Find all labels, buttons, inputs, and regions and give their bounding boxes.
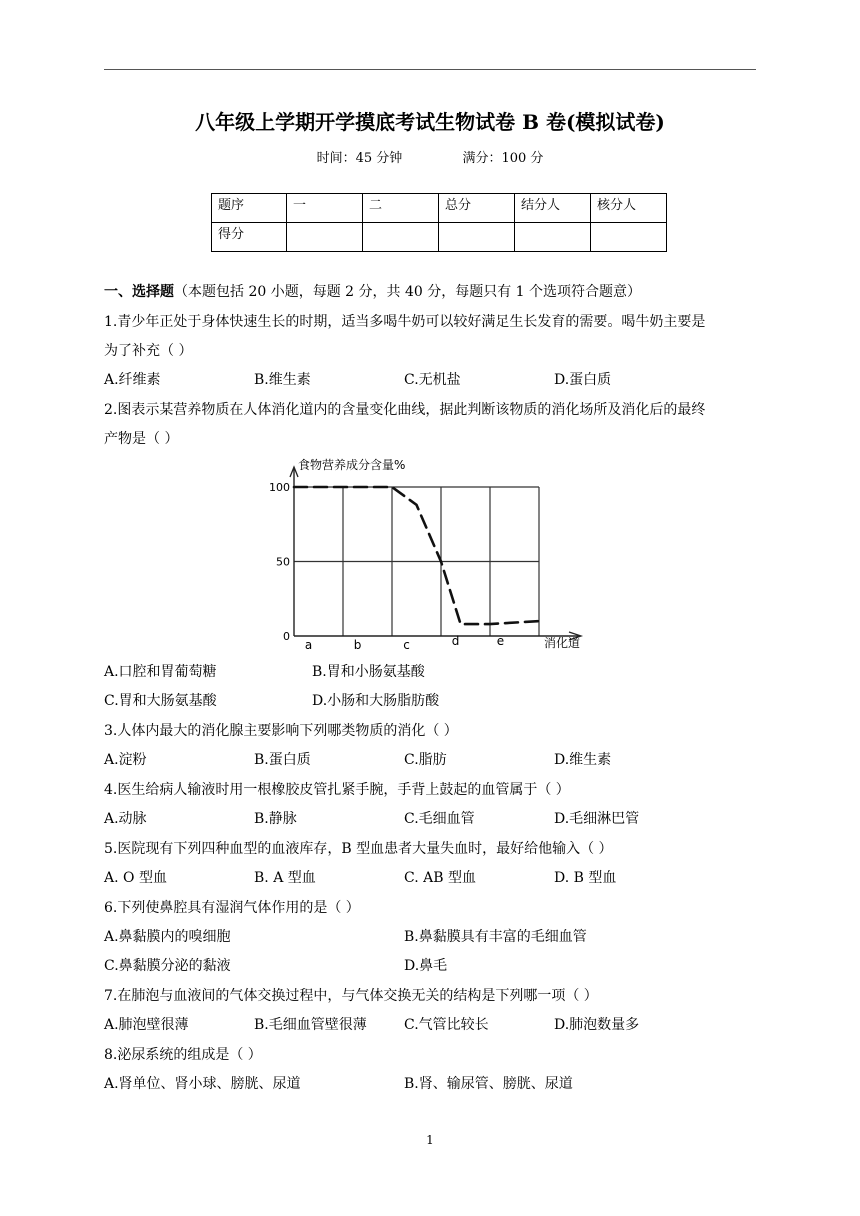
question-4-option-a: A.动脉 [104,811,147,827]
exam-full-score: 满分：100 分 [462,151,544,166]
chart-y-tick-label: 50 [276,555,290,569]
question-3-stem: 3.人体内最大的消化腺主要影响下列哪类物质的消化（ ） [104,723,458,739]
question-2-option-a: A.口腔和胃葡萄糖 [104,664,217,680]
chart-x-axis-label: 消化道 [544,636,581,650]
question-5-option-c: C. AB 型血 [404,870,476,886]
question-5-option-d: D. B 型血 [554,870,617,886]
question-5-option-a: A. O 型血 [104,870,167,886]
question-3-option-d: D.维生素 [554,752,612,768]
chart-title: 食物营养成分含量% [298,458,406,472]
score-input-cell [363,223,439,252]
chart-x-tick-label: e [496,634,505,648]
chart-y-tick-label: 100 [269,481,290,494]
section-heading [104,283,641,301]
question-5-stem: 5.医院现有下列四种血型的血液库存，B 型血患者大量失血时，最好给他输入（ ） [104,841,613,857]
score-table-header-row [212,194,667,223]
question-2-option-d: D.小肠和大肠脂肪酸 [312,693,440,709]
score-cell: 结分人 [515,194,591,223]
question-8-stem: 8.泌尿系统的组成是（ ） [104,1047,262,1063]
question-8-option-a: A.肾单位、肾小球、膀胱、尿道 [104,1076,301,1092]
section-title: 一、选择题 [104,284,174,300]
question-7-option-a: A.肺泡壁很薄 [104,1017,189,1033]
exam-time: 时间：45 分钟 [316,151,403,166]
question-3-option-c: C.脂肪 [404,752,447,768]
question-2-option-c: C.胃和大肠氨基酸 [104,693,217,709]
score-table [211,193,667,252]
chart-category-labels [305,634,504,652]
question-2-stem-cont: 产物是（ ） [104,431,179,447]
score-cell: 核分人 [591,194,667,223]
question-5-option-b: B. A 型血 [254,870,316,886]
question-7-option-d: D.肺泡数量多 [554,1017,640,1033]
digestion-chart [262,455,592,655]
question-1-option-a: A.纤维素 [104,372,161,388]
question-7-stem: 7.在肺泡与血液间的气体交换过程中，与气体交换无关的结构是下列哪一项（ ） [104,988,598,1004]
question-2-option-b: B.胃和小肠氨基酸 [312,664,425,680]
question-6-option-c: C.鼻黏膜分泌的黏液 [104,958,231,974]
page-number: 1 [426,1133,434,1147]
question-1-option-d: D.蛋白质 [554,372,612,388]
question-6-option-d: D.鼻毛 [404,958,448,974]
question-4-option-c: C.毛细血管 [404,811,475,827]
question-6-stem: 6.下列使鼻腔具有湿润气体作用的是（ ） [104,900,360,916]
question-4-option-b: B.静脉 [254,811,297,827]
chart-axes [290,467,581,640]
question-1-option-c: C.无机盐 [404,372,461,388]
chart-x-tick-label: b [353,638,362,652]
question-3-option-b: B.蛋白质 [254,752,311,768]
score-input-cell [439,223,515,252]
page-title: 八年级上学期开学摸底考试生物试卷 B 卷(模拟试卷) [195,110,665,134]
chart-series-line [294,487,539,624]
score-cell: 得分 [212,223,287,252]
question-7-option-b: B.毛细血管壁很薄 [254,1017,367,1033]
score-input-cell [287,223,363,252]
chart-grid [294,487,539,636]
exam-meta [0,147,860,166]
question-1-stem-cont: 为了补充（ ） [104,343,193,359]
score-input-cell [515,223,591,252]
chart-x-tick-label: a [304,638,313,652]
score-cell: 总分 [439,194,515,223]
question-1-option-b: B.维生素 [254,372,311,388]
section-note: （本题包括 20 小题，每题 2 分，共 40 分，每题只有 1 个选项符合题意） [174,284,642,300]
chart-series [294,487,539,624]
score-cell: 一 [287,194,363,223]
header-rule [104,69,756,70]
question-6-option-b: B.鼻黏膜具有丰富的毛细血管 [404,929,587,945]
question-8-option-b: B.肾、输尿管、膀胱、尿道 [404,1076,573,1092]
score-cell: 二 [363,194,439,223]
question-6-option-a: A.鼻黏膜内的嗅细胞 [104,929,231,945]
question-3-option-a: A.淀粉 [104,752,147,768]
chart-x-tick-label: c [403,638,410,652]
score-input-cell [591,223,667,252]
chart-x-tick-label: d [451,634,460,648]
question-7-option-c: C.气管比较长 [404,1017,489,1033]
score-table-score-row [212,223,667,252]
score-cell: 题序 [212,194,287,223]
question-4-stem: 4.医生给病人输液时用一根橡胶皮管扎紧手腕，手背上鼓起的血管属于（ ） [104,782,570,798]
question-4-option-d: D.毛细淋巴管 [554,811,640,827]
question-1-stem: 1.青少年正处于身体快速生长的时期，适当多喝牛奶可以较好满足生长发育的需要。喝牛奶主要是 [104,314,706,330]
chart-tick-labels [269,481,290,643]
chart-y-tick-label: 0 [283,630,290,643]
question-2-stem: 2.图表示某营养物质在人体消化道内的含量变化曲线，据此判断该物质的消化场所及消化后的最终 [104,402,706,418]
